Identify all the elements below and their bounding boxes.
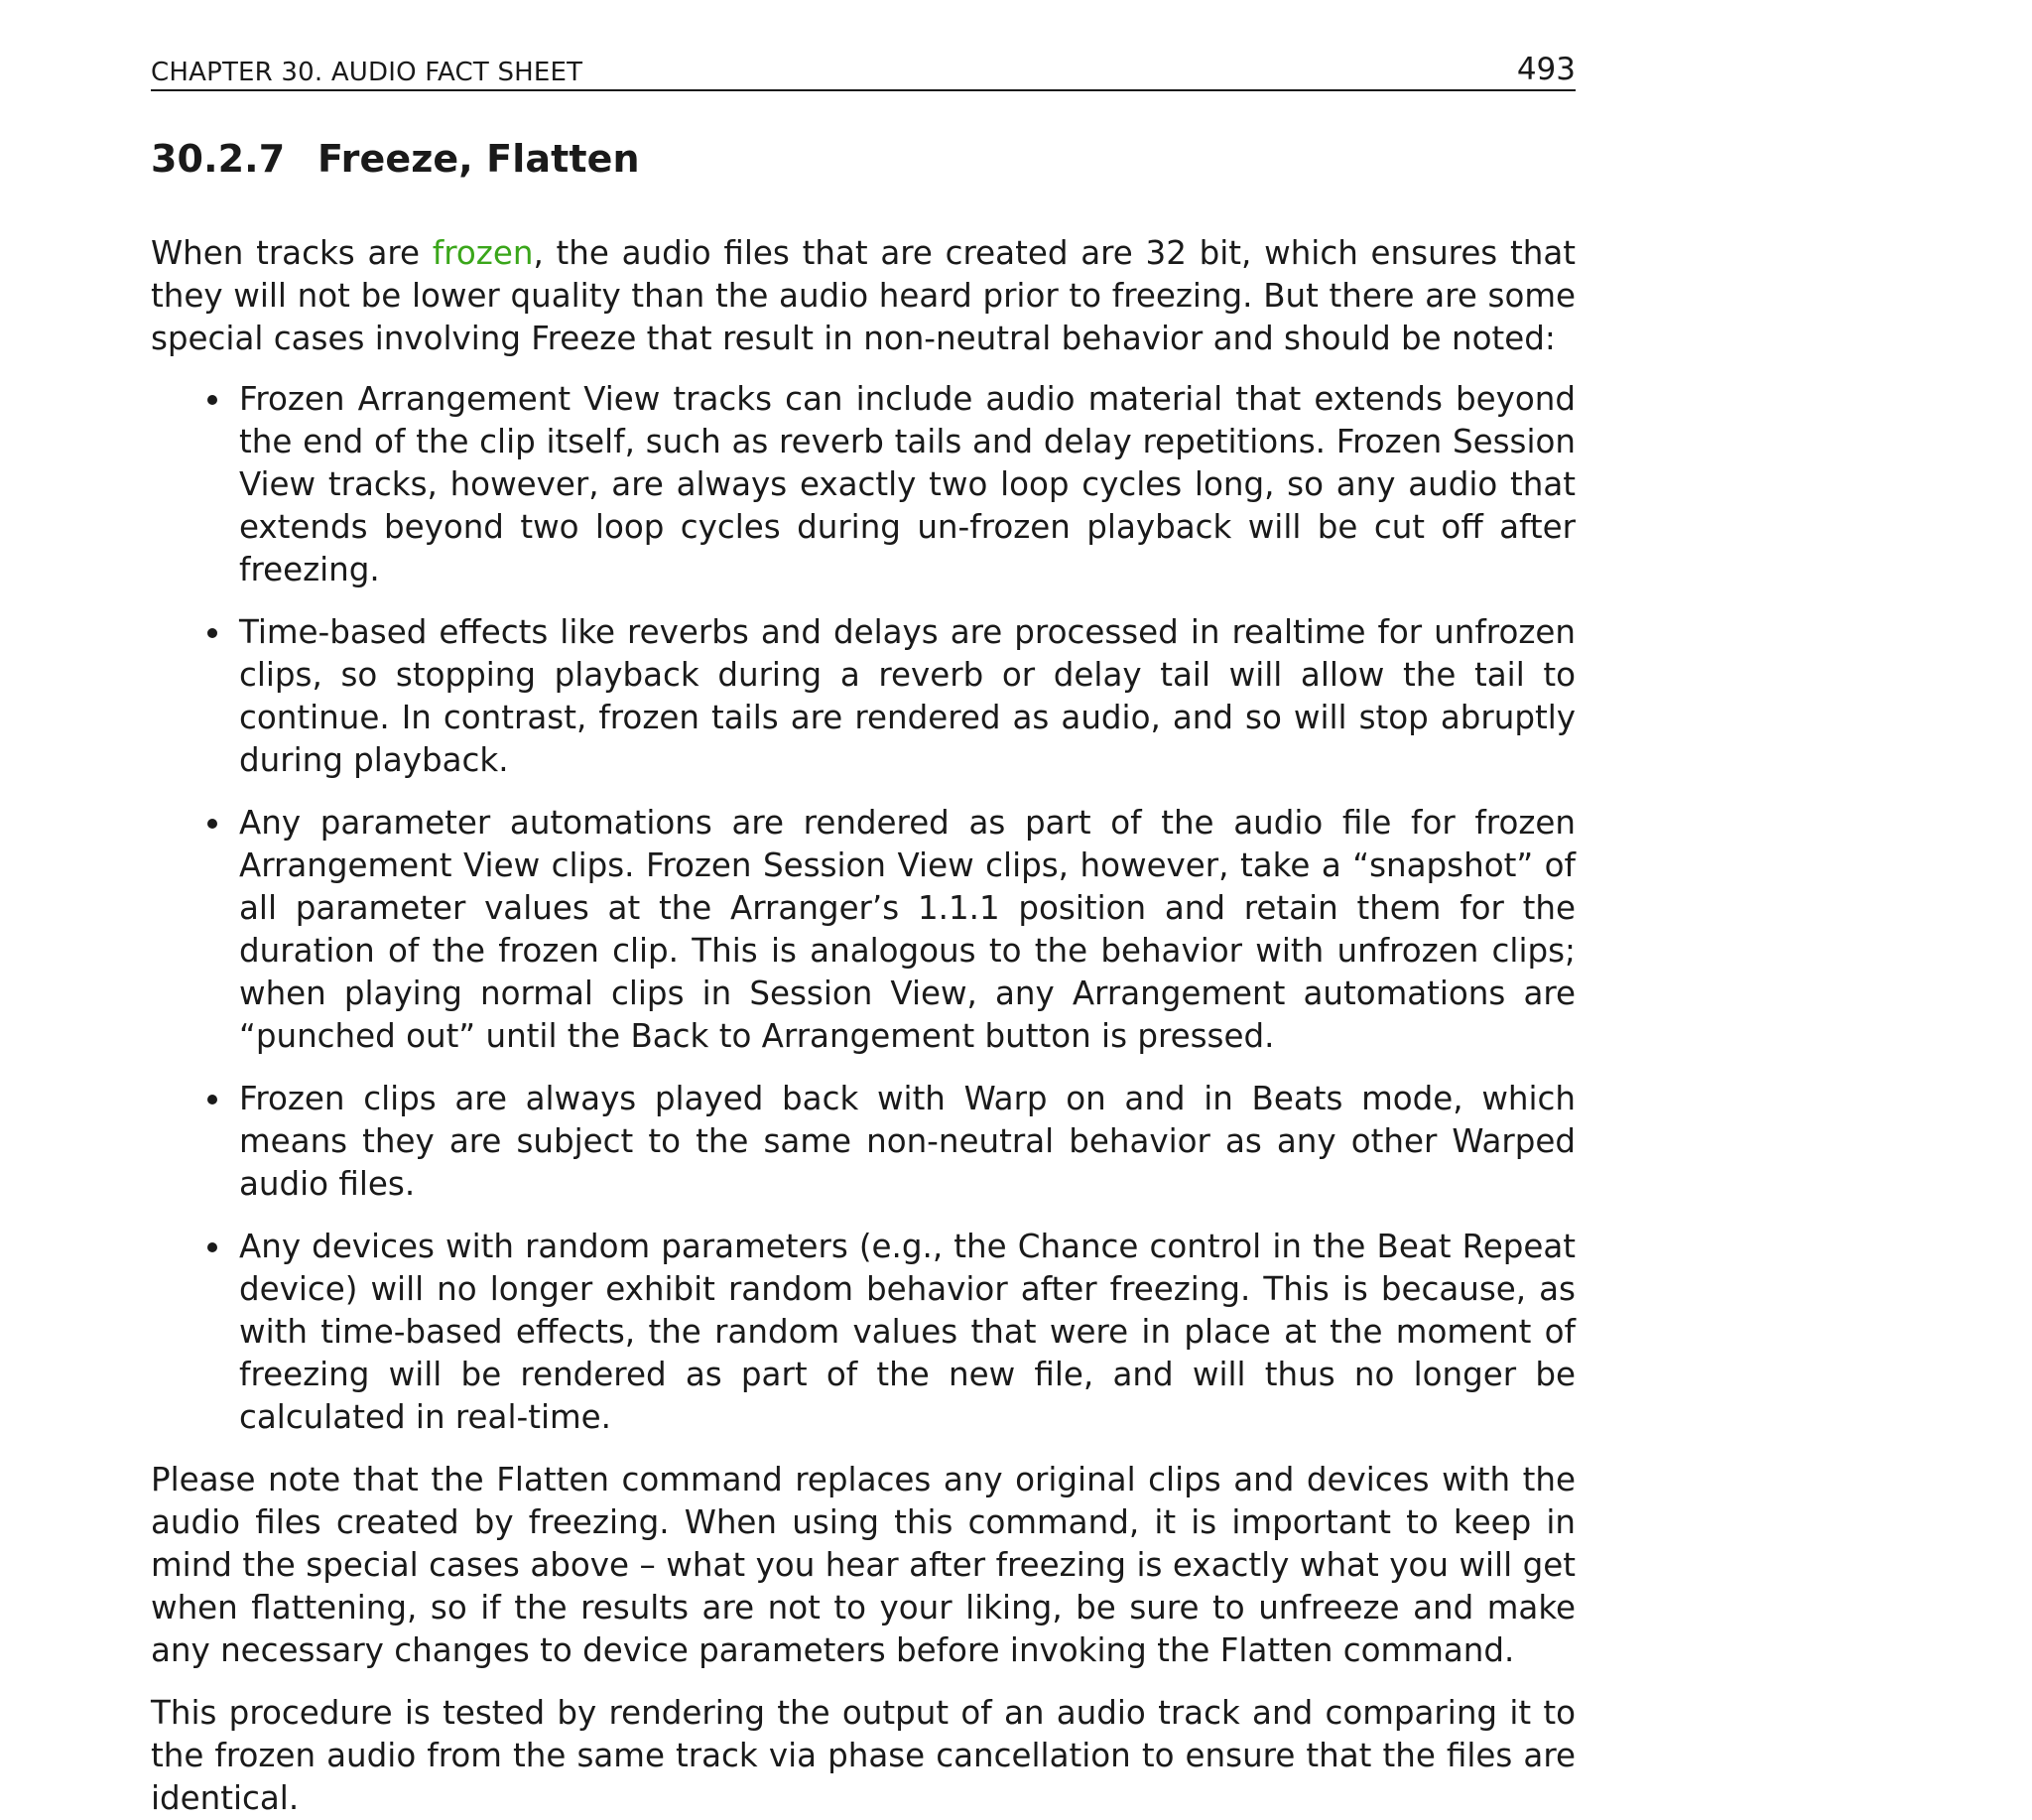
frozen-link[interactable]: frozen [432, 233, 534, 272]
list-item-random-parameters: Any devices with random parameters (e.g., the Chance control in the Beat Repeat device) will no longer exhibit random behavior after freezing. This is because, as with time-based effects, the random values that were in place at the moment of freezing will be rendered as part of the new file, and will thus no longer be calculated in real-time. [239, 1226, 1576, 1439]
special-cases-list [151, 378, 1576, 1439]
list-item-parameter-automations: Any parameter automations are rendered as part of the audio file for frozen Arrangement View clips. Frozen Session View clips, however, take a “snapshot” of all parameter values at the Arranger’s 1.1.1 position and retain them for the duration of the frozen clip. This is analogous to the behavior with unfrozen clips; when playing normal clips in Session View, any Arrangement automations are “punched out” until the Back to Arrangement button is pressed. [239, 802, 1576, 1058]
flatten-paragraph: Please note that the Flatten command replaces any original clips and devices with the audio files created by freezing. When using this command, it is important to keep in mind the special cases above – what you hear after freezing is exactly what you will get when flattening, so if the results are not to your liking, be sure to unfreeze and make any necessary changes to device parameters before invoking the Flatten command. [151, 1460, 1576, 1669]
list-item-arrangement-tails: Frozen Arrangement View tracks can include audio material that extends beyond the end of the clip itself, such as reverb tails and delay repetitions. Frozen Session View tracks, however, are always exactly two loop cycles long, so any audio that extends beyond two loop cycles during un-frozen playback will be cut off after freezing. [239, 378, 1576, 591]
chapter-label: CHAPTER 30. AUDIO FACT SHEET [151, 58, 583, 87]
section-title: Freeze, Flatten [318, 137, 640, 181]
list-item-time-based-effects: Time-based effects like reverbs and delays are processed in realtime for unfrozen clips, so stopping playback during a reverb or delay tail will allow the tail to continue. In contrast, frozen tails are rendered as audio, and so will stop abruptly during playback. [239, 611, 1576, 782]
intro-paragraph [151, 232, 1576, 360]
intro-text-before: When tracks are [151, 233, 433, 272]
intro-text-after: , the audio files that are created are 32 bit, which ensures that they will not be lower quality than the audio heard prior to freezing. But there are some special cases involving Freeze that result in non-neutral behavior and should be noted: [151, 233, 1576, 357]
list-item-warp-beats-mode: Frozen clips are always played back with Warp on and in Beats mode, which means they are subject to the same non-neutral behavior as any other Warped audio files. [239, 1078, 1576, 1206]
procedure-paragraph: This procedure is tested by rendering the output of an audio track and comparing it to the frozen audio from the same track via phase cancellation to ensure that the files are identical. [151, 1693, 1576, 1817]
section-number: 30.2.7 [151, 137, 286, 181]
running-header [151, 44, 1576, 91]
section-heading [151, 137, 1576, 183]
page-number: 493 [1516, 52, 1576, 87]
document-page [151, 44, 1576, 1820]
